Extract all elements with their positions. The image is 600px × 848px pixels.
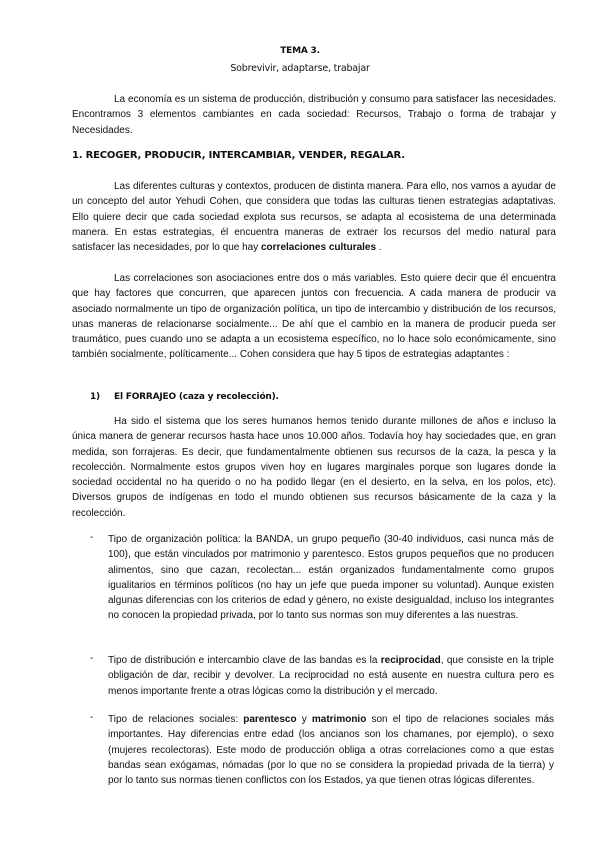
- bold-term: correlaciones culturales: [261, 242, 377, 254]
- bullet-text: Tipo de distribución e intercambio clave de las bandas es la: [108, 655, 381, 666]
- bold-term: matrimonio: [311, 714, 367, 725]
- bold-term: reciprocidad: [380, 655, 441, 666]
- section-paragraph-1: [72, 179, 556, 255]
- bullet-distribucion: [108, 653, 554, 699]
- subsection-number: 1): [90, 392, 100, 402]
- bullet-dash: -: [90, 712, 94, 723]
- bullet-text: son el tipo de relaciones sociales más importantes. Hay diferencias entre edad (los ancianos son los chamanes, por ejemplo), o sexo (mujeres recolectoras). Este modo de producción obliga a otras correlaciones como a que estas bandas sean exógamas, nómadas (por lo que no se considera la propiedad privada de la tierra) y por lo tanto sus normas tienen conflictos con los Estados, ya que tienen otras lógicas diferentes.: [108, 714, 555, 787]
- subsection-heading: [90, 392, 279, 402]
- section-heading: 1. RECOGER, PRODUCIR, INTERCAMBIAR, VENDER, REGALAR.: [72, 150, 405, 161]
- bullet-dash: -: [90, 532, 94, 543]
- bullet-text: , que consiste en la triple obligación de dar, recibir y devolver. La reciprocidad no está ausente en nuestra cultura pero es menos importante frente a otras lógicas como la distribución y el mercado.: [108, 655, 554, 697]
- bold-term: parentesco: [243, 714, 297, 725]
- bullet-text: Tipo de relaciones sociales:: [108, 714, 244, 725]
- document-subtitle: Sobrevivir, adaptarse, trabajar: [230, 63, 370, 74]
- bullet-text: y: [296, 714, 312, 725]
- bullet-organizacion-politica: Tipo de organización política: la BANDA, un grupo pequeño (30-40 individuos, casi nunca más de 100), que están vinculados por matrimonio y parentesco. Estos grupos pequeños que no producen alimentos, sino que cazan, recolectan... están organizados fundamentalmente como grupos igualitarios en términos políticos (no hay un jefe que pueda imponer su voluntad). Aunque existen algunas diferencias con los criterios de edad y género, no existe desigualdad, incluso los integrantes no conocen la propiedad privada, por lo tanto sus normas son muy diferentes a las nuestras.: [108, 534, 554, 622]
- section-paragraph-2: Las correlaciones son asociaciones entre dos o más variables. Esto quiere decir que él encuentra que hay factores que concurren, que aparecen juntos con frecuencia. A cada manera de producir va asociado normalmente un tipo de organización política, un tipo de intercambio y distribución de los recursos, unas maneras de relacionarse socialmente... De ahí que el cambio en la manera de producir pueda ser traumático, pues cuando uno se adapta a un ecosistema específico, no lo hace solo económicamente, sino también socialmente, políticamente... Cohen considera que hay 5 tipos de estrategias adaptantes :: [72, 273, 556, 361]
- paragraph-text: .: [376, 242, 382, 254]
- document-title: TEMA 3.: [280, 46, 320, 56]
- bullet-relaciones-sociales: [108, 712, 554, 788]
- paragraph-text: Las diferentes culturas y contextos, producen de distinta manera. Para ello, nos vamos a ayudar de un concepto del autor Yehudi Cohen, que considera que todas las culturas tienen estrategias adaptativas. Ello quiere decir que cada sociedad explota sus recursos, se adapta al ecosistema de una determinada manera. En estas estrategias, él encuentra maneras de extraer los recursos del medio natural para satisfacer las necesidades, por lo que hay: [72, 181, 556, 254]
- intro-paragraph: La economía es un sistema de producción, distribución y consumo para satisfacer las necesidades. Encontramos 3 elementos cambiantes en cada sociedad: Recursos, Trabajo o forma de trabajar y Necesidades.: [72, 94, 556, 136]
- bullet-dash: -: [90, 653, 94, 664]
- subsection-title: El FORRAJEO (caza y recolección).: [114, 392, 279, 402]
- subsection-paragraph: Ha sido el sistema que los seres humanos hemos tenido durante millones de años e incluso la única manera de generar recursos hasta hace unos 10.000 años. Todavía hoy hay sociedades que, en gran medida, son forrajeras. Es decir, que fundamentalmente obtienen sus recursos de la caza, la pesca y la recolección. Normalmente estos grupos viven hoy en lugares marginales porque son lugares donde la sociedad occidental no ha querido o no ha podido llegar (en el desierto, en la selva, en los polos, etc). Diversos grupos de indígenas en todo el mundo obtienen sus recursos básicamente de la caza y la recolección.: [72, 416, 556, 519]
